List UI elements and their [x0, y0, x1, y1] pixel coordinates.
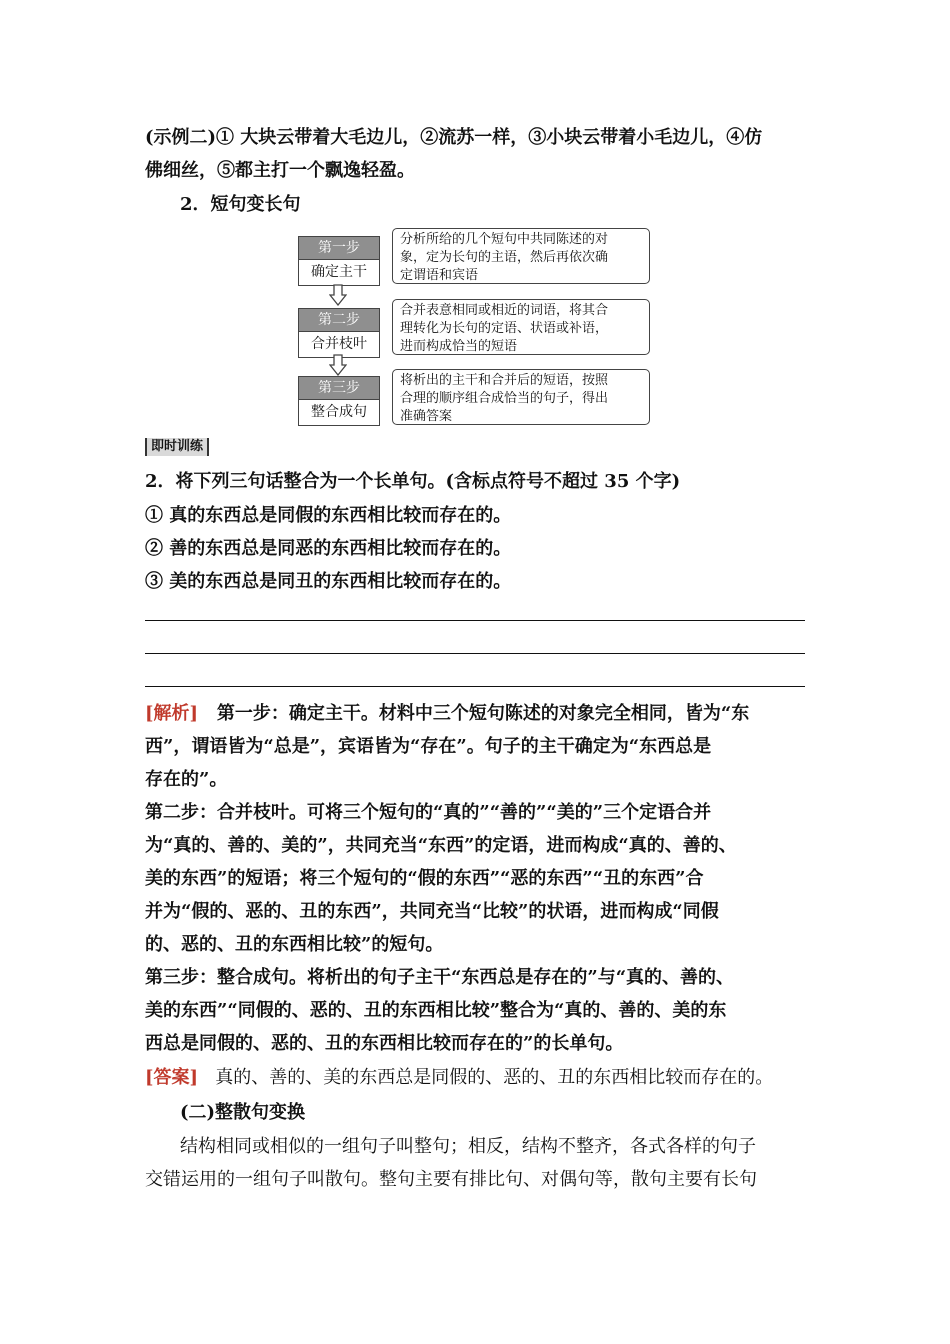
flow-step-1-desc-line: 分析所给的几个短句中共同陈述的对	[400, 232, 609, 247]
flow-step-2-desc-line: 进而构成恰当的短语	[400, 339, 518, 354]
analysis-line: 第二步：合并枝叶。可将三个短句的“真的”“善的”“美的”三个定语合并	[145, 802, 712, 823]
flow-step-3-desc	[392, 369, 650, 425]
analysis-line: 为“真的、善的、美的”，共同充当“东西”的定语，进而构成“真的、善的、	[145, 835, 737, 856]
flow-step-2-desc	[392, 299, 650, 355]
flow-step-2-desc-line: 理转化为长句的定语、状语或补语，	[400, 321, 609, 336]
flow-step-1-desc-line: 象，定为长句的主语，然后再依次确	[400, 250, 609, 265]
flow-step-3-desc-line: 合理的顺序组合成恰当的句子，得出	[400, 391, 609, 406]
answer-blank-line[interactable]	[145, 686, 805, 687]
analysis-label: [解析]	[145, 703, 199, 724]
answer-blank-line[interactable]	[145, 653, 805, 654]
analysis-line: 存在的”。	[145, 769, 228, 790]
practice-tag: 即时训练	[145, 438, 209, 456]
down-arrow-icon	[329, 284, 347, 306]
intro-line-2: 佛细丝，⑤都主打一个飘逸轻盈。	[145, 160, 415, 181]
analysis-line: 的、恶的、丑的东西相比较”的短句。	[145, 934, 444, 955]
answer-line	[145, 1066, 773, 1090]
analysis-line	[145, 702, 749, 726]
question-stem: 2．将下列三句话整合为一个长单句。(含标点符号不超过 35 个字)	[145, 471, 681, 492]
flow-step-1-name: 确定主干	[311, 264, 367, 280]
flow-step-2-desc-line: 合并表意相同或相近的词语，将其合	[400, 303, 609, 318]
flow-step-2	[298, 308, 380, 358]
answer-label: [答案]	[145, 1067, 199, 1088]
body-paragraph-line: 结构相同或相似的一组句子叫整句；相反，结构不整齐，各式各样的句子	[180, 1136, 756, 1157]
analysis-line: 美的东西”的短语；将三个短句的“假的东西”“恶的东西”“丑的东西”合	[145, 868, 704, 889]
flow-step-3-name: 整合成句	[311, 404, 367, 420]
analysis-line: 第三步：整合成句。将析出的句子主干“东西总是存在的”与“真的、善的、	[145, 967, 735, 988]
analysis-text: 第一步：确定主干。材料中三个短句陈述的对象完全相同，皆为“东	[216, 703, 750, 724]
flow-step-3-label: 第三步	[299, 377, 379, 400]
section-heading: 2．短句变长句	[180, 194, 301, 215]
question-item: ② 善的东西总是同恶的东西相比较而存在的。	[145, 538, 512, 559]
analysis-line: 美的东西”“同假的、恶的、丑的东西相比较”整合为“真的、善的、美的东	[145, 1000, 727, 1021]
analysis-line: 并为“假的、恶的、丑的东西”，共同充当“比较”的状语，进而构成“同假	[145, 901, 719, 922]
flow-step-1-desc	[392, 228, 650, 284]
question-item: ③ 美的东西总是同丑的东西相比较而存在的。	[145, 571, 512, 592]
down-arrow-icon	[329, 354, 347, 376]
analysis-line: 西总是同假的、恶的、丑的东西相比较而存在的”的长单句。	[145, 1033, 624, 1054]
intro-line-1: (示例二)① 大块云带着大毛边儿，②流苏一样，③小块云带着小毛边儿，④仿	[145, 127, 763, 148]
flow-step-2-label: 第二步	[299, 309, 379, 332]
subsection-heading: (二)整散句变换	[180, 1102, 306, 1123]
answer-blank-line[interactable]	[145, 620, 805, 621]
flow-step-1-label: 第一步	[299, 237, 379, 260]
flow-step-3-desc-line: 准确答案	[400, 409, 453, 424]
flow-step-3-desc-line: 将析出的主干和合并后的短语，按照	[400, 373, 609, 388]
flow-step-1	[298, 236, 380, 286]
body-paragraph-line: 交错运用的一组句子叫散句。整句主要有排比句、对偶句等，散句主要有长句	[145, 1169, 757, 1190]
answer-text: 真的、善的、美的东西总是同假的、恶的、丑的东西相比较而存在的。	[215, 1067, 774, 1088]
question-item: ① 真的东西总是同假的东西相比较而存在的。	[145, 505, 512, 526]
flow-step-1-desc-line: 定谓语和宾语	[400, 268, 479, 283]
analysis-line: 西”，谓语皆为“总是”，宾语皆为“存在”。句子的主干确定为“东西总是	[145, 736, 712, 757]
flow-step-3	[298, 376, 380, 426]
flow-step-2-name: 合并枝叶	[311, 336, 367, 352]
